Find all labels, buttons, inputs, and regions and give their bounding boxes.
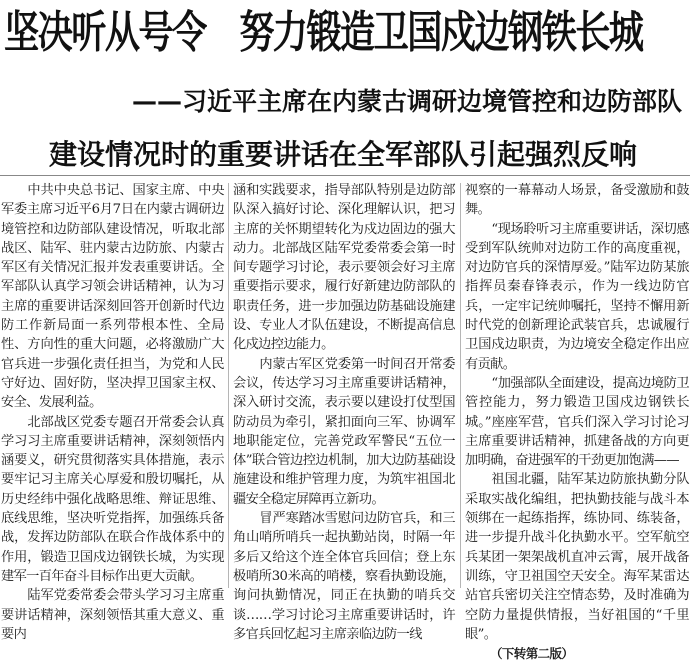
paragraph: 涵和实践要求，指导部队特别是边防部队深入搞好讨论、深化理解认识，把习主席的关怀期望转化为戍边固边的强大动力。北部战区陆军党委常委会第一时间专题学习讨论，表示要领会好习主席重要指示要求，履行好新建边防部队的职责任务，进一步加强边防基础设施建设、专业人才队伍建设，不断提高信息化戍边控边能力。 <box>233 183 455 353</box>
article-column-3 <box>465 181 689 662</box>
paragraph: 视察的一幕幕动人场景，备受激励和鼓舞。 <box>465 183 689 218</box>
article-column-2 <box>233 181 455 642</box>
column-divider <box>228 183 229 588</box>
subheadline-line-1: ——习近平主席在内蒙古调研边境管控和边防部队 <box>132 87 683 116</box>
subheadline-line-2: 建设情况时的重要讲话在全军部队引起强烈反响 <box>49 138 638 171</box>
column-divider <box>460 183 461 588</box>
continued-on-page-note[interactable]: （下转第二版） <box>490 646 574 662</box>
paragraph: 冒严寒踏冰雪慰问边防官兵，和三角山哨所哨兵一起执勤站岗，时隔一年多后又给这个连全体官兵回信；登上东极哨所30米高的哨楼，察看执勤设施，询问执勤情况，同正在执勤的哨兵交谈……学习讨论习主席重要讲话时，许多官兵回忆起习主席亲临边防一线 <box>233 511 455 642</box>
paragraph: 陆军党委常委会带头学习习主席重要讲话精神，深刻领悟其重大意义、重要内 <box>1 588 224 642</box>
paragraph: 北部战区党委专题召开常委会认真学习习主席重要讲话精神，深刻领悟内涵要义，研究贯彻落实具体措施，表示要牢记习主席关心厚爱和殷切嘱托，从历史经纬中强化战略思维、辩证思维、底线思维，坚决听党指挥，加强练兵备战，发挥边防部队在联合作战体系中的作用，锻造卫国戍边钢铁长城，为实现建军一百年奋斗目标作出更大贡献。 <box>1 414 224 584</box>
paragraph: “加强部队全面建设，提高边境防卫管控能力，努力锻造卫国戍边钢铁长城。”座座军营，官兵们深入学习讨论习主席重要讲话精神，抓建备战的方向更加明确，奋进强军的干劲更加饱满—— <box>465 375 689 469</box>
header-rule <box>0 175 690 176</box>
paragraph: 中共中央总书记、国家主席、中央军委主席习近平6月7日在内蒙古调研边境管控和边防部队建设情况，听取北部战区、陆军、驻内蒙古边防旅、内蒙古军区有关情况汇报并发表重要讲话。全军部队认真学习领会讲话精神，认为习主席的重要讲话深刻回答开创新时代边防工作新局面一系列带根本性、全局性、方向性的重大问题，必将激励广大官兵进一步强化责任担当，为党和人民守好边、固好防，坚决捍卫国家主权、安全、发展利益。 <box>1 183 224 411</box>
headline: 坚决听从号令 努力锻造卫国戍边钢铁长城 <box>4 7 643 58</box>
paragraph: 祖国北疆，陆军某边防旅执勤分队采取实战化编组，把执勤技能与战斗本领绑在一起练指挥，练协同、练装备，进一步提升战斗化执勤水平。空军航空兵某团一架架战机直冲云霄，展开战备训练，守卫祖国空天安全。海军某雷达站官兵密切关注空情态势，及时准确为空防力量提供情报，当好祖国的“千里眼”。 <box>465 472 689 642</box>
paragraph: “现场聆听习主席重要讲话，深切感受到军队统帅对边防工作的高度重视，对边防官兵的深情厚爱。”陆军边防某旅指挥员秦春锋表示，作为一线边防官兵，一定牢记统帅嘱托，坚持不懈用新时代党的创新理论武装官兵，忠诚履行卫国戍边职责，为边境安全稳定作出应有贡献。 <box>465 221 689 372</box>
paragraph: 内蒙古军区党委第一时间召开常委会议，传达学习习主席重要讲话精神，深入研讨交流，表示要以建设打仗型国防动员为牵引，紧扣面向三军、协调军地职能定位，完善党政军警民“五位一体”联合管边控边机制，加大边防基础设施建设和维护管理力度，为筑牢祖国北疆安全稳定屏障再立新功。 <box>233 356 455 507</box>
article-column-1 <box>1 181 224 642</box>
